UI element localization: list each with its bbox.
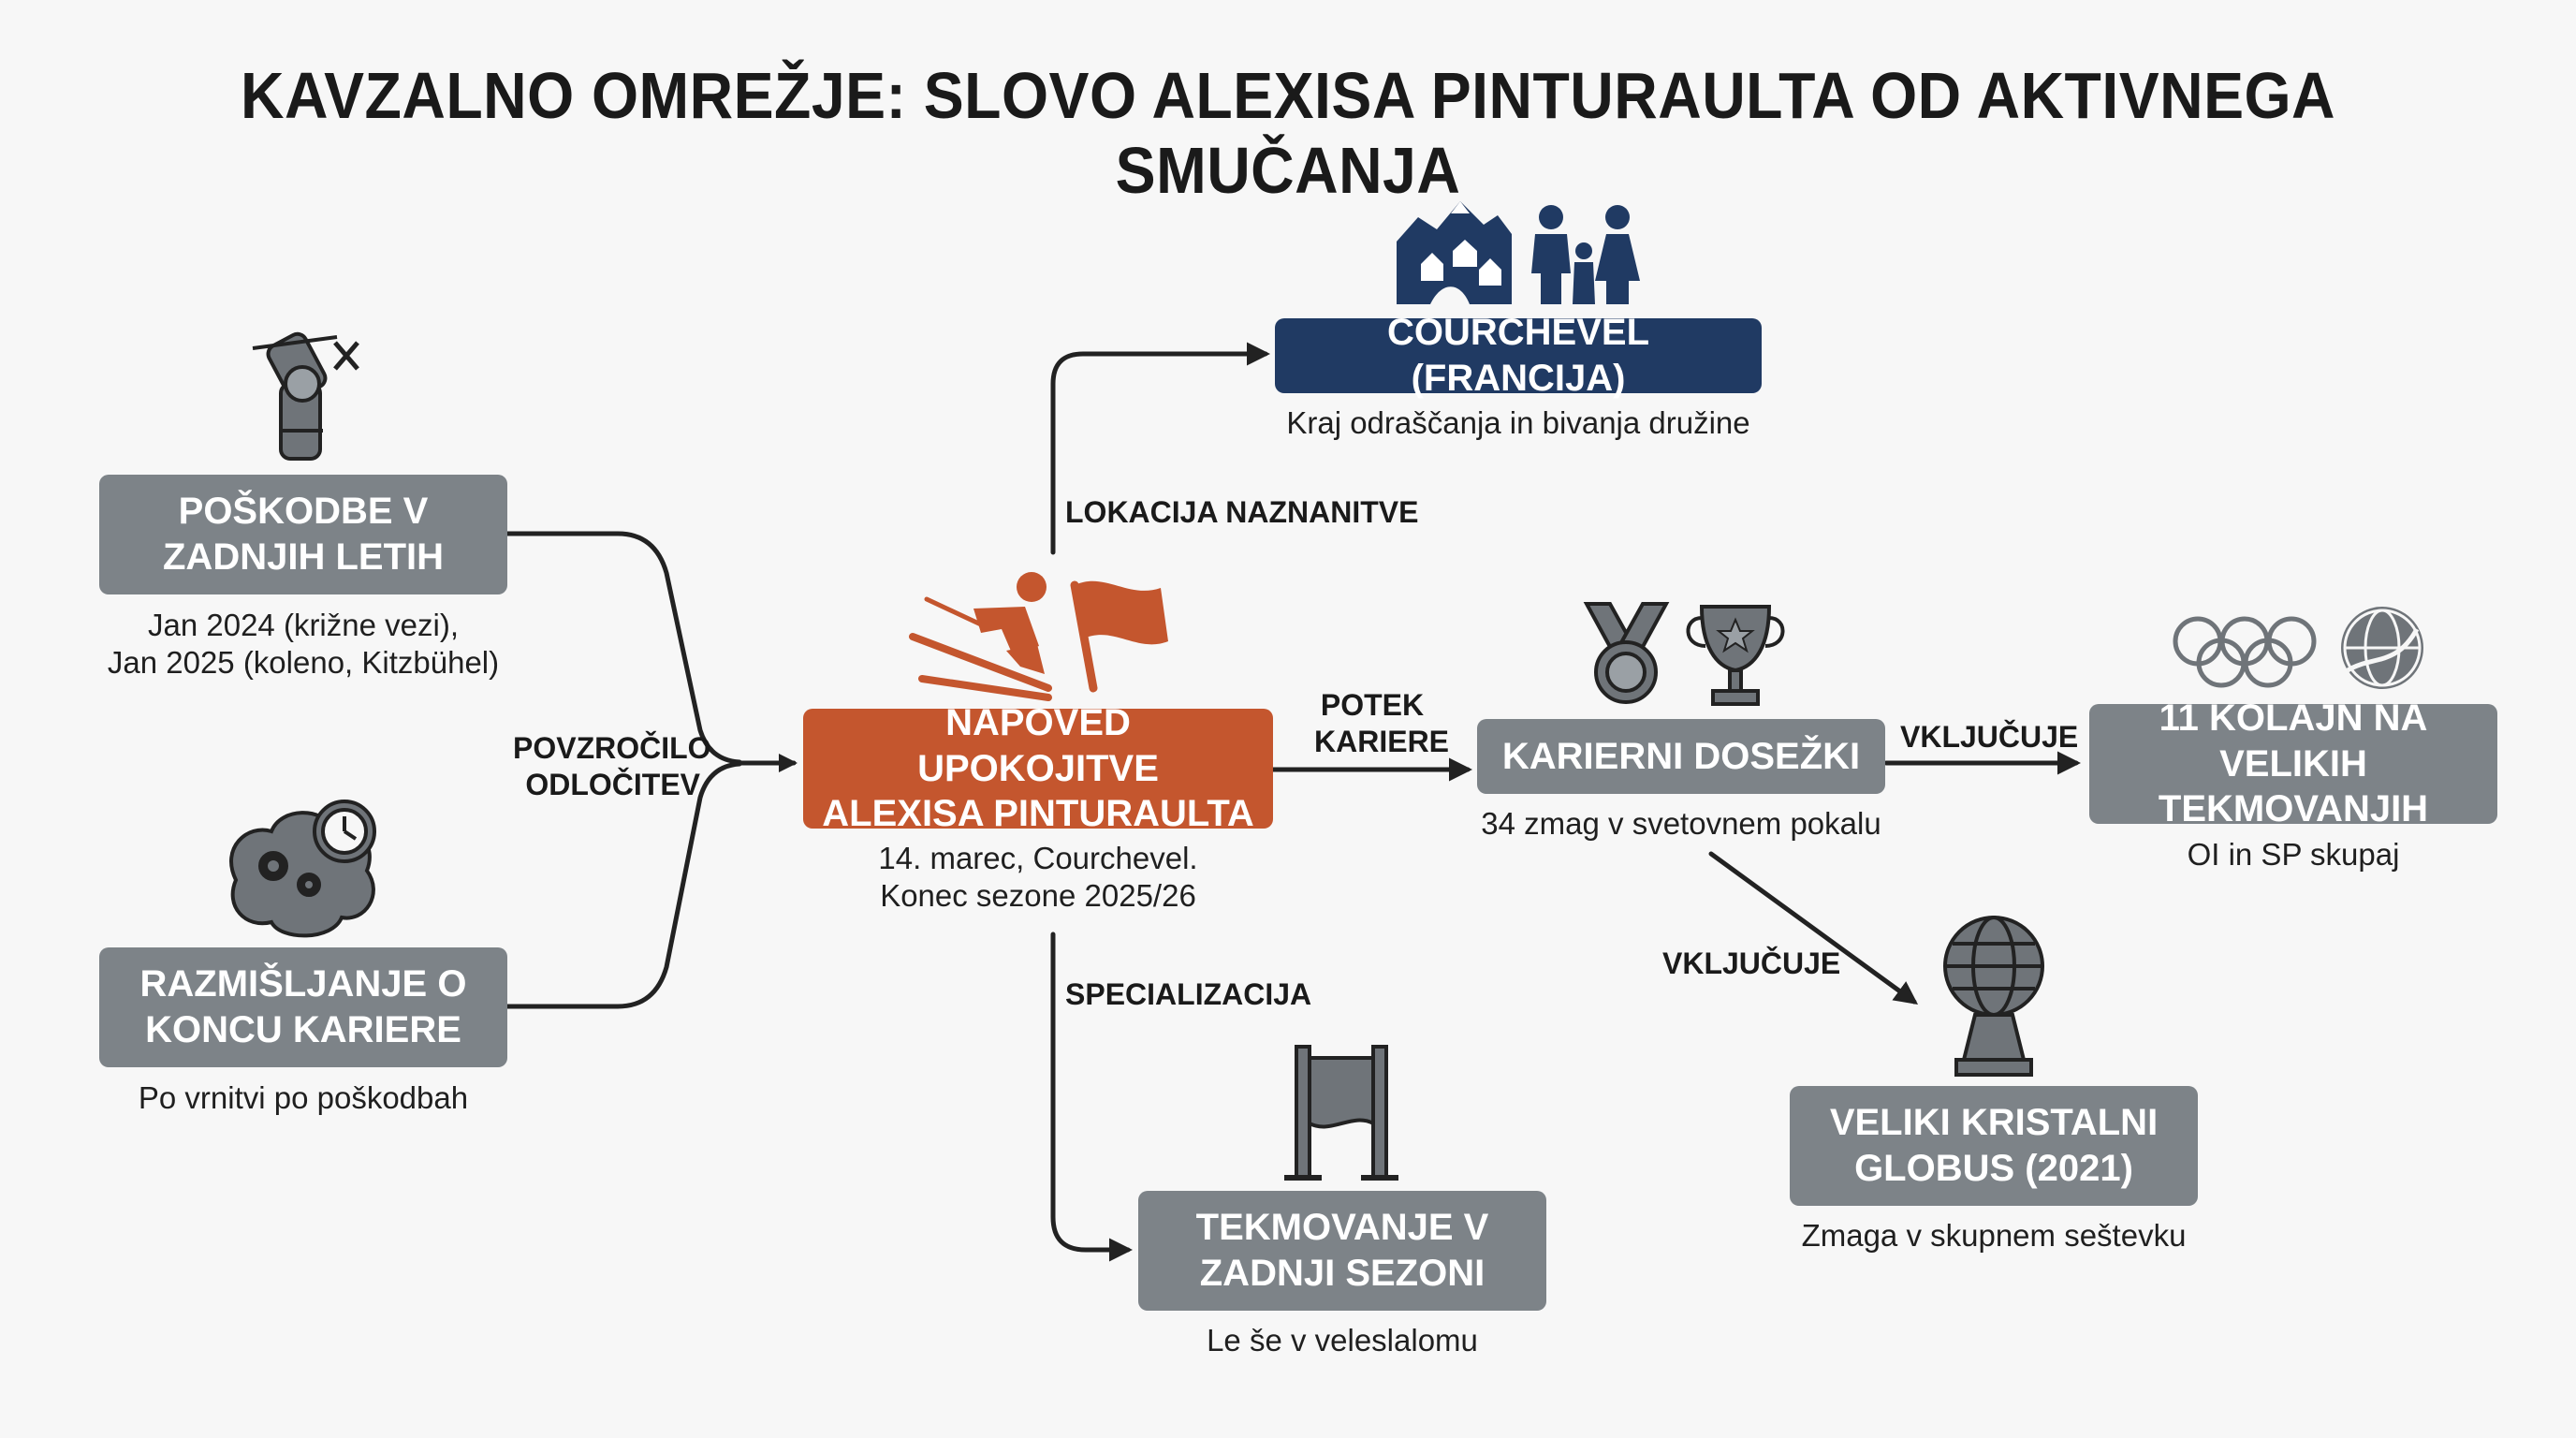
note-medals: OI in SP skupaj (2187, 837, 2400, 872)
edge-label-includes-globe: VKLJUČUJE (1662, 946, 1841, 980)
mountain-village-icon (1397, 201, 1512, 304)
node-achievements: KARIERNI DOSEŽKI (1477, 719, 1885, 794)
note-courchevel: Kraj odraščanja in bivanja družine (1286, 405, 1750, 440)
note-retirement: 14. marec, Courchevel. Konec sezone 2025/26 (878, 841, 1198, 914)
edge-label-caused: POVZROČILO ODLOČITEV (513, 731, 711, 802)
note-last-season: Le še v veleslalomu (1207, 1323, 1478, 1357)
olympic-rings-icon (2175, 619, 2314, 685)
edge-label-career: POTEK KARIERE (1314, 688, 1450, 759)
slalom-gate-icon (1284, 1047, 1398, 1178)
node-injuries: POŠKODBE V ZADNJIH LETIH (99, 475, 507, 594)
skier-icon (913, 572, 1048, 697)
family-icon (1531, 205, 1640, 304)
medal-icon (1587, 604, 1666, 702)
knee-brace-icon (253, 330, 358, 459)
note-crystal-globe: Zmaga v skupnem seštevku (1801, 1218, 2187, 1253)
brain-clock-icon (231, 801, 374, 935)
node-retirement: NAPOVED UPOKOJITVE ALEXISA PINTURAULTA (803, 709, 1273, 829)
node-courchevel: COURCHEVEL (FRANCIJA) (1275, 318, 1762, 393)
trophy-icon (1688, 607, 1782, 704)
diagram-title: KAVZALNO OMREŽJE: SLOVO ALEXISA PINTURAULTA OD AKTIVNEGA SMUČANJA (240, 59, 2336, 207)
node-last-season: TEKMOVANJE V ZADNJI SEZONI (1138, 1191, 1546, 1311)
node-crystal-globe: VELIKI KRISTALNI GLOBUS (2021) (1790, 1086, 2198, 1206)
note-reflection: Po vrnitvi po poškodbah (138, 1080, 469, 1115)
crystal-globe-icon (1945, 917, 2042, 1075)
edge-label-includes-medals: VKLJUČUJE (1900, 720, 2079, 754)
edge-label-location: LOKACIJA NAZNANITVE (1065, 495, 1419, 529)
edge-label-specialization: SPECIALIZACIJA (1065, 977, 1312, 1011)
world-globe-icon (2341, 607, 2423, 689)
note-achievements: 34 zmag v svetovnem pokalu (1481, 806, 1881, 841)
node-reflection: RAZMIŠLJANJE O KONCU KARIERE (99, 947, 507, 1067)
note-injuries: Jan 2024 (križne vezi), Jan 2025 (koleno, Kitzbühel) (107, 608, 500, 681)
node-medals: 11 KOLAJN NA VELIKIH TEKMOVANJIH (2089, 704, 2497, 824)
flag-icon (1075, 581, 1168, 688)
